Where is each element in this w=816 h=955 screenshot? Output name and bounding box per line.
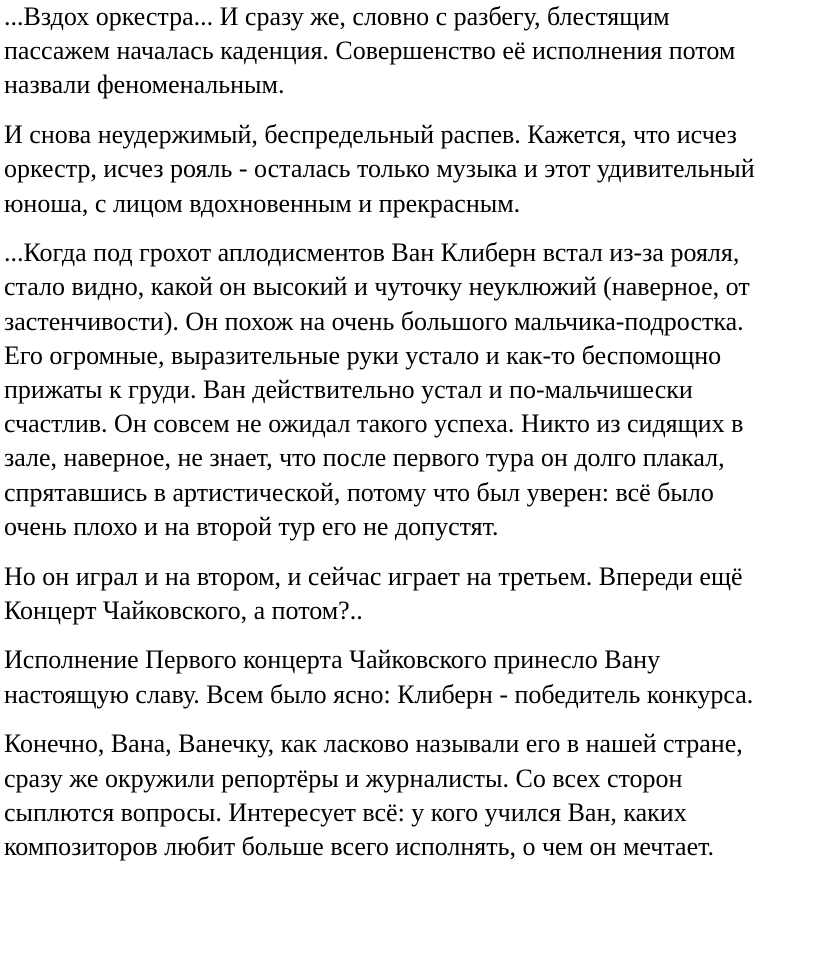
text-line: ...Вздох оркестра... И сразу же, словно с разбегу, блестящим [4, 2, 670, 31]
text-line: юноша, с лицом вдохновенным и прекрасным. [4, 188, 521, 218]
text-line: композиторов любит больше всего исполнять, о чем он мечтает. [4, 831, 715, 861]
paragraph-1 [4, 0, 812, 103]
text-line: Концерт Чайковского, а потом?.. [4, 595, 363, 625]
text-line: Конечно, Вана, Ванечку, как ласково называли его в нашей стране, [4, 729, 743, 759]
text-line: Но он играл и на втором, и сейчас играет на третьем. Впереди ещё [4, 561, 743, 591]
text-line: настоящую славу. Всем было ясно: Клиберн - победитель конкурса. [4, 679, 754, 709]
paragraph-5 [4, 643, 812, 711]
text-line: ...Когда под грохот аплодисментов Ван Клиберн встал из-за рояля, [4, 238, 740, 268]
text-line: И снова неудержимый, беспредельный распев. Кажется, что исчез [4, 120, 737, 150]
text-line: стало видно, какой он высокий и чуточку неуклюжий (наверное, от [4, 272, 750, 302]
paragraph-4 [4, 560, 812, 628]
text-line: оркестр, исчез рояль - осталась только музыка и этот удивительный [4, 154, 755, 184]
paragraph-2 [4, 118, 812, 221]
text-line: прижаты к груди. Ван действительно устал и по-мальчишески [4, 375, 693, 405]
text-line: счастлив. Он совсем не ожидал такого успеха. Никто из сидящих в [4, 409, 744, 439]
text-line: спрятавшись в артистической, потому что был уверен: всё было [4, 477, 714, 507]
text-line: назвали феноменальным. [4, 70, 285, 100]
text-line: Исполнение Первого концерта Чайковского принесло Вану [4, 645, 661, 675]
text-line: зале, наверное, не знает, что после первого тура он долго плакал, [4, 443, 725, 473]
text-line: Его огромные, выразительные руки устало и как-то беспомощно [4, 340, 722, 370]
text-line: застенчивости). Он похож на очень большого мальчика-подростка. [4, 306, 744, 336]
text-line: очень плохо и на второй тур его не допустят. [4, 511, 499, 541]
paragraph-3 [4, 236, 812, 544]
paragraph-6 [4, 727, 812, 864]
text-line: пассажем началась каденция. Совершенство её исполнения потом [4, 36, 736, 66]
text-line: сразу же окружили репортёры и журналисты. Со всех сторон [4, 763, 683, 793]
text-line: сыплются вопросы. Интересует всё: у кого учился Ван, каких [4, 797, 687, 827]
